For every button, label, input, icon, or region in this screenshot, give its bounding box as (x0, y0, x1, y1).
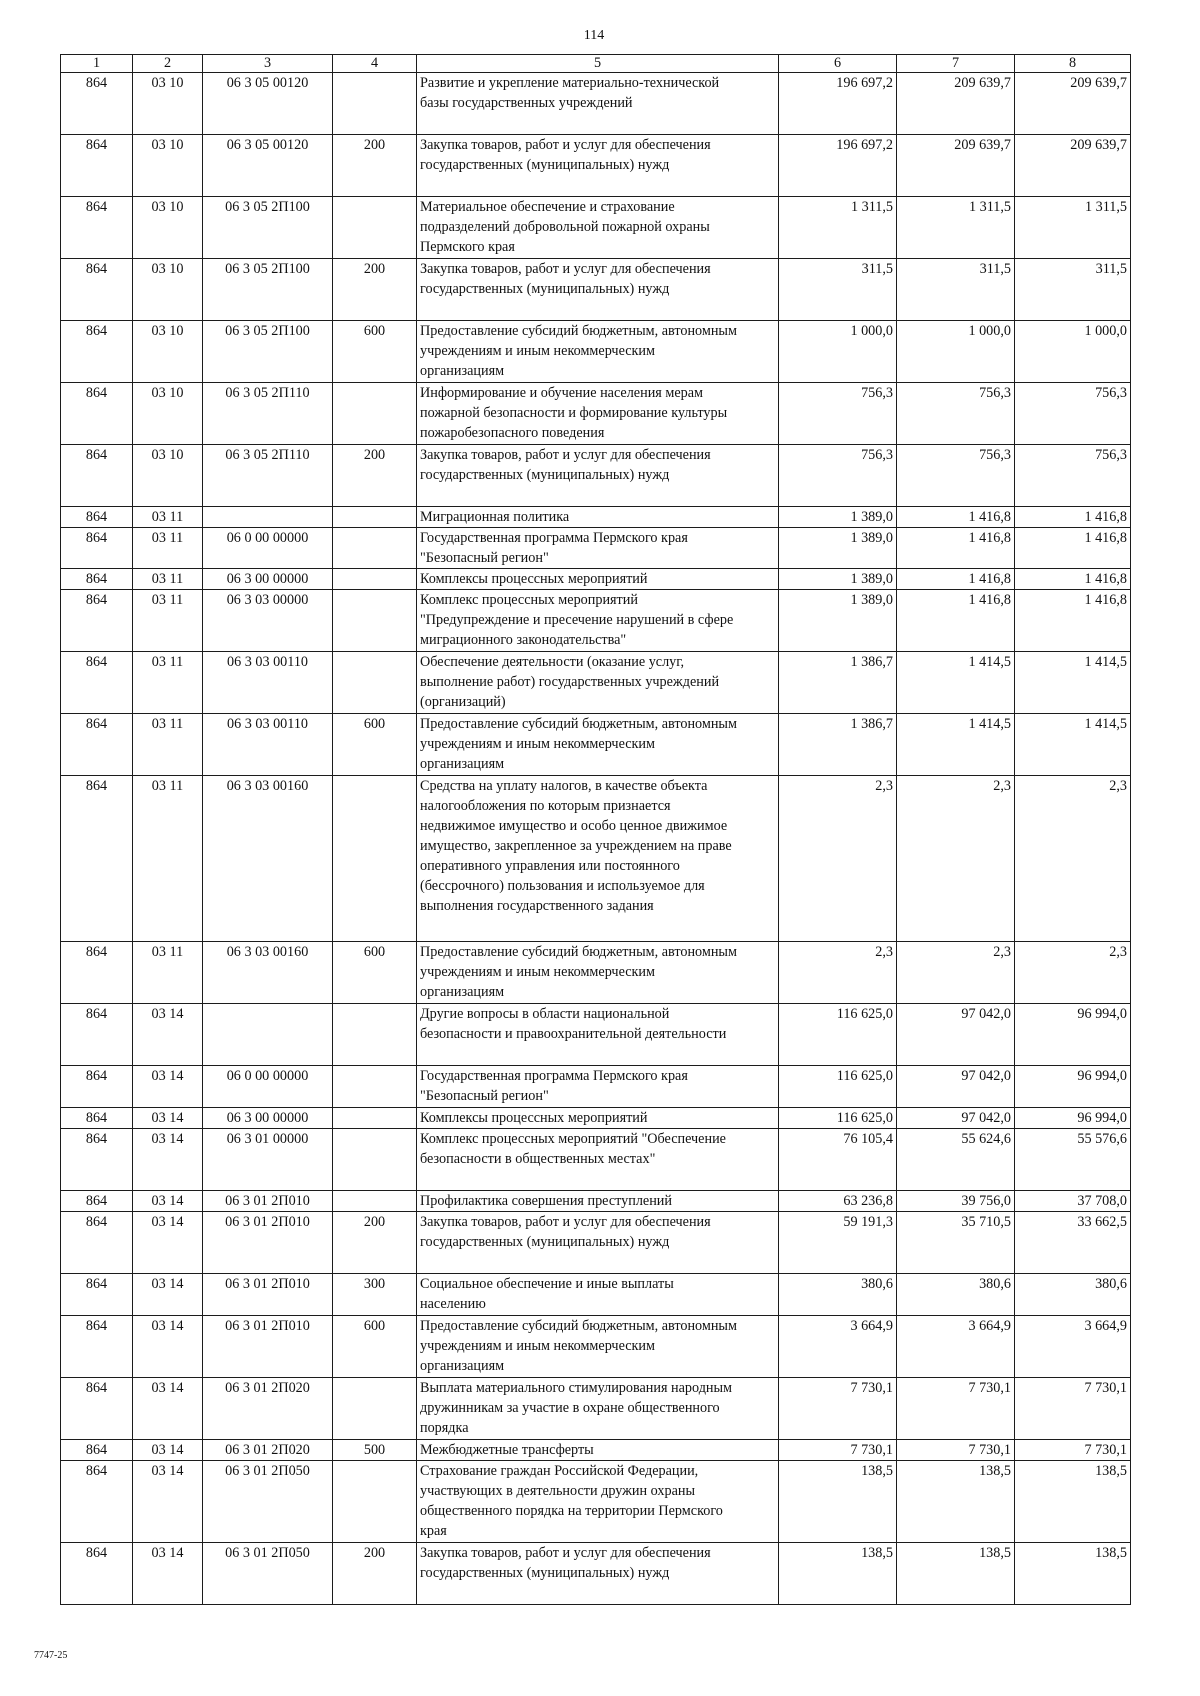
section-cell: 03 11 (133, 590, 203, 652)
row-code-cell: 864 (61, 507, 133, 528)
row-code-cell: 864 (61, 528, 133, 569)
section-cell: 03 11 (133, 776, 203, 942)
expense-type-cell: 200 (333, 135, 417, 197)
amount-col6-cell: 3 664,9 (779, 1316, 897, 1378)
table-row (61, 197, 1131, 259)
amount-col6-cell: 138,5 (779, 1543, 897, 1605)
target-article-cell: 06 3 01 2П020 (203, 1440, 333, 1461)
amount-col6-cell: 63 236,8 (779, 1191, 897, 1212)
amount-col8-cell: 138,5 (1015, 1543, 1131, 1605)
table-row (61, 321, 1131, 383)
table-row (61, 1316, 1131, 1378)
section-cell: 03 14 (133, 1440, 203, 1461)
amount-col8-cell: 138,5 (1015, 1461, 1131, 1543)
amount-col8-cell: 37 708,0 (1015, 1191, 1131, 1212)
row-code-cell: 864 (61, 1108, 133, 1129)
amount-col7-cell: 1 414,5 (897, 652, 1015, 714)
expense-type-cell (333, 1004, 417, 1066)
expense-type-cell (333, 652, 417, 714)
row-code-cell: 864 (61, 73, 133, 135)
expense-type-cell (333, 569, 417, 590)
amount-col7-cell: 311,5 (897, 259, 1015, 321)
target-article-cell: 06 3 03 00000 (203, 590, 333, 652)
row-code-cell: 864 (61, 942, 133, 1004)
expense-type-cell (333, 1066, 417, 1108)
amount-col7-cell: 2,3 (897, 776, 1015, 942)
amount-col8-cell: 2,3 (1015, 942, 1131, 1004)
table-row (61, 135, 1131, 197)
amount-col8-cell: 756,3 (1015, 445, 1131, 507)
row-code-cell: 864 (61, 1461, 133, 1543)
name-cell: Выплата материального стимулирования народным дружинникам за участие в охране общественного порядка (417, 1378, 779, 1440)
name-cell: Предоставление субсидий бюджетным, автономным учреждениям и иным некоммерческим организациям (417, 1316, 779, 1378)
table-row (61, 1108, 1131, 1129)
amount-col7-cell: 35 710,5 (897, 1212, 1015, 1274)
row-code-cell: 864 (61, 569, 133, 590)
expense-type-cell: 600 (333, 714, 417, 776)
expense-type-cell (333, 383, 417, 445)
row-code-cell: 864 (61, 1212, 133, 1274)
amount-col7-cell: 1 416,8 (897, 528, 1015, 569)
section-cell: 03 14 (133, 1066, 203, 1108)
section-cell: 03 14 (133, 1316, 203, 1378)
expense-type-cell (333, 1461, 417, 1543)
section-cell: 03 11 (133, 652, 203, 714)
amount-col6-cell: 116 625,0 (779, 1108, 897, 1129)
name-cell: Комплекс процессных мероприятий "Обеспечение безопасности в общественных местах" (417, 1129, 779, 1191)
column-header: 4 (333, 55, 417, 73)
target-article-cell: 06 3 05 2П100 (203, 197, 333, 259)
section-cell: 03 14 (133, 1191, 203, 1212)
amount-col8-cell: 1 414,5 (1015, 714, 1131, 776)
column-header: 3 (203, 55, 333, 73)
table-row (61, 569, 1131, 590)
section-cell: 03 10 (133, 135, 203, 197)
table-row (61, 652, 1131, 714)
table-row (61, 1440, 1131, 1461)
expense-type-cell: 600 (333, 942, 417, 1004)
amount-col7-cell: 97 042,0 (897, 1108, 1015, 1129)
name-cell: Закупка товаров, работ и услуг для обеспечения государственных (муниципальных) нужд (417, 1212, 779, 1274)
target-article-cell: 06 3 01 2П010 (203, 1212, 333, 1274)
name-cell: Государственная программа Пермского края "Безопасный регион" (417, 528, 779, 569)
section-cell: 03 14 (133, 1543, 203, 1605)
row-code-cell: 864 (61, 1129, 133, 1191)
row-code-cell: 864 (61, 135, 133, 197)
table-row (61, 1212, 1131, 1274)
amount-col6-cell: 59 191,3 (779, 1212, 897, 1274)
table-row (61, 528, 1131, 569)
amount-col6-cell: 756,3 (779, 445, 897, 507)
section-cell: 03 14 (133, 1274, 203, 1316)
target-article-cell (203, 507, 333, 528)
target-article-cell: 06 3 05 2П100 (203, 259, 333, 321)
target-article-cell: 06 3 05 2П100 (203, 321, 333, 383)
name-cell: Обеспечение деятельности (оказание услуг, выполнение работ) государственных учреждений (организаций) (417, 652, 779, 714)
name-cell: Предоставление субсидий бюджетным, автономным учреждениям и иным некоммерческим организациям (417, 714, 779, 776)
section-cell: 03 14 (133, 1461, 203, 1543)
expense-type-cell: 200 (333, 445, 417, 507)
amount-col8-cell: 96 994,0 (1015, 1066, 1131, 1108)
table-row (61, 1066, 1131, 1108)
section-cell: 03 14 (133, 1378, 203, 1440)
name-cell: Межбюджетные трансферты (417, 1440, 779, 1461)
amount-col8-cell: 7 730,1 (1015, 1378, 1131, 1440)
amount-col8-cell: 55 576,6 (1015, 1129, 1131, 1191)
target-article-cell: 06 3 01 2П010 (203, 1316, 333, 1378)
expense-type-cell (333, 590, 417, 652)
expense-type-cell: 200 (333, 1212, 417, 1274)
expense-type-cell: 600 (333, 1316, 417, 1378)
table-row (61, 259, 1131, 321)
expense-type-cell (333, 1129, 417, 1191)
table-row (61, 1004, 1131, 1066)
target-article-cell: 06 3 01 2П020 (203, 1378, 333, 1440)
name-cell: Комплекс процессных мероприятий "Предупреждение и пресечение нарушений в сфере миграционного законодательства" (417, 590, 779, 652)
amount-col8-cell: 1 416,8 (1015, 528, 1131, 569)
amount-col6-cell: 116 625,0 (779, 1004, 897, 1066)
name-cell: Закупка товаров, работ и услуг для обеспечения государственных (муниципальных) нужд (417, 259, 779, 321)
expense-type-cell (333, 1108, 417, 1129)
section-cell: 03 10 (133, 321, 203, 383)
table-row (61, 507, 1131, 528)
table-row (61, 1274, 1131, 1316)
amount-col6-cell: 196 697,2 (779, 135, 897, 197)
section-cell: 03 11 (133, 942, 203, 1004)
name-cell: Комплексы процессных мероприятий (417, 1108, 779, 1129)
row-code-cell: 864 (61, 1066, 133, 1108)
table-row (61, 1543, 1131, 1605)
amount-col7-cell: 209 639,7 (897, 73, 1015, 135)
section-cell: 03 11 (133, 569, 203, 590)
name-cell: Государственная программа Пермского края "Безопасный регион" (417, 1066, 779, 1108)
name-cell: Средства на уплату налогов, в качестве объекта налогообложения по которым признается недвижимое имущество и особо ценное движимое имущество, закрепленное за учреждением на праве оперативного управления или постоянного (бессрочного) пользования и используемое для выполнения государственного задания (417, 776, 779, 942)
amount-col7-cell: 756,3 (897, 383, 1015, 445)
table-row (61, 1129, 1131, 1191)
expense-type-cell (333, 507, 417, 528)
amount-col8-cell: 209 639,7 (1015, 135, 1131, 197)
amount-col8-cell: 1 416,8 (1015, 507, 1131, 528)
expense-type-cell (333, 197, 417, 259)
amount-col6-cell: 2,3 (779, 942, 897, 1004)
amount-col6-cell: 1 389,0 (779, 590, 897, 652)
amount-col6-cell: 1 000,0 (779, 321, 897, 383)
section-cell: 03 10 (133, 197, 203, 259)
name-cell: Закупка товаров, работ и услуг для обеспечения государственных (муниципальных) нужд (417, 1543, 779, 1605)
amount-col6-cell: 380,6 (779, 1274, 897, 1316)
section-cell: 03 14 (133, 1004, 203, 1066)
row-code-cell: 864 (61, 321, 133, 383)
column-header: 5 (417, 55, 779, 73)
amount-col8-cell: 756,3 (1015, 383, 1131, 445)
amount-col7-cell: 39 756,0 (897, 1191, 1015, 1212)
amount-col6-cell: 1 389,0 (779, 507, 897, 528)
name-cell: Материальное обеспечение и страхование подразделений добровольной пожарной охраны Пермского края (417, 197, 779, 259)
column-header: 8 (1015, 55, 1131, 73)
amount-col6-cell: 311,5 (779, 259, 897, 321)
footer-document-code: 7747-25 (34, 1650, 68, 1661)
row-code-cell: 864 (61, 1316, 133, 1378)
section-cell: 03 10 (133, 259, 203, 321)
target-article-cell: 06 3 00 00000 (203, 1108, 333, 1129)
target-article-cell: 06 0 00 00000 (203, 1066, 333, 1108)
amount-col7-cell: 138,5 (897, 1543, 1015, 1605)
table-row (61, 1191, 1131, 1212)
amount-col7-cell: 1 416,8 (897, 507, 1015, 528)
expense-type-cell (333, 1191, 417, 1212)
amount-col7-cell: 3 664,9 (897, 1316, 1015, 1378)
amount-col7-cell: 1 000,0 (897, 321, 1015, 383)
table-row (61, 590, 1131, 652)
target-article-cell: 06 3 01 00000 (203, 1129, 333, 1191)
amount-col6-cell: 1 389,0 (779, 528, 897, 569)
amount-col8-cell: 1 414,5 (1015, 652, 1131, 714)
amount-col8-cell: 3 664,9 (1015, 1316, 1131, 1378)
amount-col7-cell: 7 730,1 (897, 1440, 1015, 1461)
column-number-row (61, 55, 1131, 73)
table-row (61, 942, 1131, 1004)
target-article-cell (203, 1004, 333, 1066)
column-header: 6 (779, 55, 897, 73)
page-number: 114 (583, 28, 605, 43)
amount-col6-cell: 756,3 (779, 383, 897, 445)
amount-col7-cell: 1 416,8 (897, 569, 1015, 590)
name-cell: Информирование и обучение населения мерам пожарной безопасности и формирование культуры пожаробезопасного поведения (417, 383, 779, 445)
row-code-cell: 864 (61, 1191, 133, 1212)
target-article-cell: 06 3 01 2П050 (203, 1461, 333, 1543)
expense-type-cell (333, 776, 417, 942)
name-cell: Предоставление субсидий бюджетным, автономным учреждениям и иным некоммерческим организациям (417, 321, 779, 383)
target-article-cell: 06 3 03 00160 (203, 942, 333, 1004)
target-article-cell: 06 3 05 2П110 (203, 445, 333, 507)
name-cell: Предоставление субсидий бюджетным, автономным учреждениям и иным некоммерческим организациям (417, 942, 779, 1004)
section-cell: 03 10 (133, 383, 203, 445)
amount-col7-cell: 138,5 (897, 1461, 1015, 1543)
target-article-cell: 06 3 01 2П010 (203, 1191, 333, 1212)
amount-col6-cell: 196 697,2 (779, 73, 897, 135)
target-article-cell: 06 3 01 2П010 (203, 1274, 333, 1316)
row-code-cell: 864 (61, 197, 133, 259)
expense-type-cell: 200 (333, 259, 417, 321)
section-cell: 03 11 (133, 714, 203, 776)
name-cell: Комплексы процессных мероприятий (417, 569, 779, 590)
amount-col8-cell: 7 730,1 (1015, 1440, 1131, 1461)
target-article-cell: 06 3 05 2П110 (203, 383, 333, 445)
amount-col8-cell: 33 662,5 (1015, 1212, 1131, 1274)
name-cell: Миграционная политика (417, 507, 779, 528)
row-code-cell: 864 (61, 1440, 133, 1461)
row-code-cell: 864 (61, 1004, 133, 1066)
target-article-cell: 06 3 03 00160 (203, 776, 333, 942)
target-article-cell: 06 3 03 00110 (203, 714, 333, 776)
expense-type-cell (333, 1378, 417, 1440)
amount-col6-cell: 76 105,4 (779, 1129, 897, 1191)
section-cell: 03 14 (133, 1129, 203, 1191)
amount-col8-cell: 380,6 (1015, 1274, 1131, 1316)
name-cell: Закупка товаров, работ и услуг для обеспечения государственных (муниципальных) нужд (417, 135, 779, 197)
amount-col7-cell: 55 624,6 (897, 1129, 1015, 1191)
row-code-cell: 864 (61, 652, 133, 714)
column-header: 1 (61, 55, 133, 73)
amount-col6-cell: 1 386,7 (779, 714, 897, 776)
section-cell: 03 11 (133, 507, 203, 528)
section-cell: 03 14 (133, 1108, 203, 1129)
expense-type-cell: 500 (333, 1440, 417, 1461)
amount-col6-cell: 1 386,7 (779, 652, 897, 714)
table-row (61, 445, 1131, 507)
expense-type-cell (333, 528, 417, 569)
amount-col8-cell: 2,3 (1015, 776, 1131, 942)
name-cell: Профилактика совершения преступлений (417, 1191, 779, 1212)
name-cell: Закупка товаров, работ и услуг для обеспечения государственных (муниципальных) нужд (417, 445, 779, 507)
name-cell: Страхование граждан Российской Федерации, участвующих в деятельности дружин охраны общественного порядка на территории Пермского края (417, 1461, 779, 1543)
amount-col6-cell: 7 730,1 (779, 1378, 897, 1440)
amount-col7-cell: 209 639,7 (897, 135, 1015, 197)
name-cell: Социальное обеспечение и иные выплаты населению (417, 1274, 779, 1316)
expense-type-cell: 600 (333, 321, 417, 383)
section-cell: 03 10 (133, 73, 203, 135)
table-row (61, 383, 1131, 445)
target-article-cell: 06 3 05 00120 (203, 135, 333, 197)
amount-col7-cell: 1 414,5 (897, 714, 1015, 776)
amount-col8-cell: 311,5 (1015, 259, 1131, 321)
table-row (61, 1378, 1131, 1440)
section-cell: 03 11 (133, 528, 203, 569)
amount-col7-cell: 380,6 (897, 1274, 1015, 1316)
budget-table (60, 54, 1131, 1605)
row-code-cell: 864 (61, 1543, 133, 1605)
amount-col7-cell: 7 730,1 (897, 1378, 1015, 1440)
amount-col8-cell: 1 000,0 (1015, 321, 1131, 383)
amount-col6-cell: 2,3 (779, 776, 897, 942)
row-code-cell: 864 (61, 1378, 133, 1440)
target-article-cell: 06 3 00 00000 (203, 569, 333, 590)
amount-col8-cell: 1 311,5 (1015, 197, 1131, 259)
row-code-cell: 864 (61, 714, 133, 776)
section-cell: 03 10 (133, 445, 203, 507)
name-cell: Другие вопросы в области национальной безопасности и правоохранительной деятельности (417, 1004, 779, 1066)
target-article-cell: 06 0 00 00000 (203, 528, 333, 569)
expense-type-cell (333, 73, 417, 135)
row-code-cell: 864 (61, 776, 133, 942)
row-code-cell: 864 (61, 1274, 133, 1316)
amount-col8-cell: 1 416,8 (1015, 590, 1131, 652)
amount-col8-cell: 96 994,0 (1015, 1108, 1131, 1129)
amount-col6-cell: 116 625,0 (779, 1066, 897, 1108)
amount-col7-cell: 756,3 (897, 445, 1015, 507)
amount-col8-cell: 209 639,7 (1015, 73, 1131, 135)
target-article-cell: 06 3 01 2П050 (203, 1543, 333, 1605)
row-code-cell: 864 (61, 259, 133, 321)
amount-col8-cell: 96 994,0 (1015, 1004, 1131, 1066)
column-header: 2 (133, 55, 203, 73)
table-row (61, 776, 1131, 942)
table-row (61, 1461, 1131, 1543)
expense-type-cell: 200 (333, 1543, 417, 1605)
amount-col7-cell: 97 042,0 (897, 1066, 1015, 1108)
target-article-cell: 06 3 03 00110 (203, 652, 333, 714)
table-row (61, 73, 1131, 135)
amount-col7-cell: 97 042,0 (897, 1004, 1015, 1066)
amount-col6-cell: 138,5 (779, 1461, 897, 1543)
amount-col8-cell: 1 416,8 (1015, 569, 1131, 590)
table-row (61, 714, 1131, 776)
name-cell: Развитие и укрепление материально-технической базы государственных учреждений (417, 73, 779, 135)
section-cell: 03 14 (133, 1212, 203, 1274)
expense-type-cell: 300 (333, 1274, 417, 1316)
target-article-cell: 06 3 05 00120 (203, 73, 333, 135)
amount-col6-cell: 1 389,0 (779, 569, 897, 590)
amount-col7-cell: 1 416,8 (897, 590, 1015, 652)
amount-col7-cell: 2,3 (897, 942, 1015, 1004)
column-header: 7 (897, 55, 1015, 73)
row-code-cell: 864 (61, 445, 133, 507)
row-code-cell: 864 (61, 590, 133, 652)
amount-col6-cell: 7 730,1 (779, 1440, 897, 1461)
amount-col7-cell: 1 311,5 (897, 197, 1015, 259)
amount-col6-cell: 1 311,5 (779, 197, 897, 259)
row-code-cell: 864 (61, 383, 133, 445)
